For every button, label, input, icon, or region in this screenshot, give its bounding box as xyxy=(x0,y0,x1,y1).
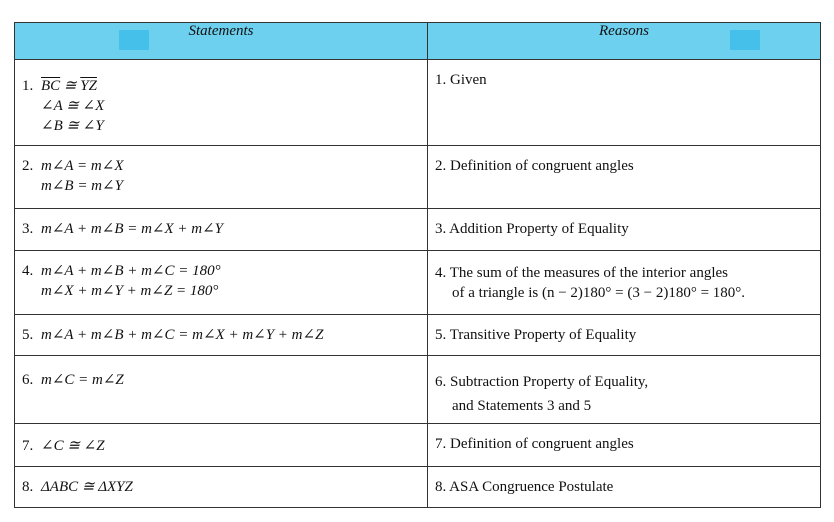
statement-cell xyxy=(15,467,428,508)
table-row xyxy=(15,315,821,356)
step-number: 5. xyxy=(22,327,34,343)
statement-line: m∠X + m∠Y + m∠Z = 180° xyxy=(41,283,219,299)
statement-line: m∠A + m∠B + m∠C = 180° xyxy=(41,263,221,279)
statement-line: $\overline{BC}$ ≅ $\overline{YZ}$ xyxy=(41,78,97,94)
statement-line: ∠B ≅ ∠Y xyxy=(41,118,104,134)
statement-line: ∠C ≅ ∠Z xyxy=(41,438,105,454)
reason-cell xyxy=(428,356,821,424)
step-number: 1. xyxy=(22,78,34,94)
step-number: 4. xyxy=(22,263,34,279)
table-row xyxy=(15,467,821,508)
reason-line: and Statements 3 and 5 xyxy=(452,398,592,414)
reason-line: 3. Addition Property of Equality xyxy=(435,221,629,237)
reason-cell xyxy=(428,209,821,251)
reason-line: 2. Definition of congruent angles xyxy=(435,158,634,174)
statement-cell xyxy=(15,315,428,356)
reason-cell xyxy=(428,60,821,146)
step-number: 6. xyxy=(22,372,34,388)
statement-line: ΔABC ≅ ΔXYZ xyxy=(41,479,133,495)
statement-line: m∠A + m∠B + m∠C = m∠X + m∠Y + m∠Z xyxy=(41,327,324,343)
reason-cell xyxy=(428,467,821,508)
reason-line: 1. Given xyxy=(435,72,487,88)
reason-line: 4. The sum of the measures of the interior angles xyxy=(435,265,728,281)
reason-cell xyxy=(428,146,821,209)
header-decoration xyxy=(730,30,760,50)
reasons-header-label: Reasons xyxy=(599,23,649,39)
statement-cell xyxy=(15,209,428,251)
statement-line: ∠A ≅ ∠X xyxy=(41,98,105,114)
reasons-header xyxy=(428,23,821,60)
statement-line: m∠C = m∠Z xyxy=(41,372,124,388)
step-number: 3. xyxy=(22,221,34,237)
proof-table xyxy=(14,22,821,508)
statement-cell xyxy=(15,424,428,467)
reason-line: 6. Subtraction Property of Equality, xyxy=(435,374,649,390)
table-row xyxy=(15,356,821,424)
table-row xyxy=(15,209,821,251)
statement-cell xyxy=(15,60,428,146)
statements-header-label: Statements xyxy=(188,23,254,39)
statement-cell xyxy=(15,356,428,424)
statement-line: m∠A + m∠B = m∠X + m∠Y xyxy=(41,221,224,237)
step-number: 2. xyxy=(22,158,34,174)
table-row xyxy=(15,146,821,209)
header-row xyxy=(15,23,821,60)
header-decoration xyxy=(119,30,149,50)
step-number: 7. xyxy=(22,438,34,454)
reason-line: of a triangle is (n − 2)180° = (3 − 2)180° = 180°. xyxy=(452,285,746,301)
reason-cell xyxy=(428,315,821,356)
statement-cell xyxy=(15,146,428,209)
reason-cell xyxy=(428,424,821,467)
step-number: 8. xyxy=(22,479,34,495)
statements-header xyxy=(15,23,428,60)
statement-line: m∠A = m∠X xyxy=(41,158,124,174)
table-row xyxy=(15,424,821,467)
table-row xyxy=(15,251,821,315)
reason-line: 8. ASA Congruence Postulate xyxy=(435,479,614,495)
table-row xyxy=(15,60,821,146)
statement-line: m∠B = m∠Y xyxy=(41,178,123,194)
statement-cell xyxy=(15,251,428,315)
reason-line: 7. Definition of congruent angles xyxy=(435,436,634,452)
reason-line: 5. Transitive Property of Equality xyxy=(435,327,637,343)
reason-cell xyxy=(428,251,821,315)
